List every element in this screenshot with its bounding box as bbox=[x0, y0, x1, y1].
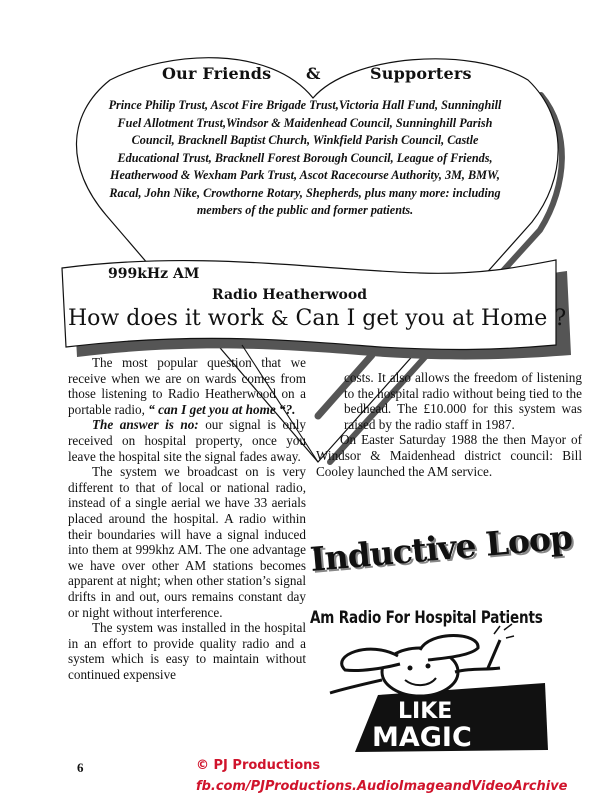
badge-magic-text: MAGIC bbox=[372, 722, 472, 753]
banner-headline bbox=[68, 306, 568, 331]
advert-title: Inductive Loop bbox=[308, 517, 574, 579]
headline-part2: Can I get you at Home ? bbox=[295, 306, 567, 331]
left-p1-text: The most popular question that we receive when we are on wards comes from those listening to Radio Heatherwood on a portable radio, bbox=[68, 355, 306, 417]
supporters-list: Prince Philip Trust, Ascot Fire Brigade Trust,Victoria Hall Fund, Sunninghill Fuel Allotment Trust,Windsor & Maidenhead Council, Sunninghill Parish Council, Bracknell Baptist Church, Winkfield Parish Council, Castle Educational Trust, Bracknell Forest Borough Council, League of Friends, Heatherwood & Wexham Park Trust, Ascot Racecourse Authority, 3M, BMW, Racal, John Nike, Crowthorne Rotary, Shepherds, plus many more: including members of the public and former patients. bbox=[108, 98, 502, 217]
page-number: 6 bbox=[77, 760, 84, 775]
headline-part1: How does it work bbox=[68, 306, 264, 331]
left-paragraph-2 bbox=[68, 417, 306, 464]
advert-subtitle: Am Radio For Hospital Patients bbox=[310, 608, 543, 627]
left-paragraph-1 bbox=[68, 355, 306, 417]
article-right-column bbox=[316, 370, 582, 479]
left-p1-quote: “ can I get you at home “?. bbox=[148, 401, 296, 417]
left-paragraph-4: The system was installed in the hospital in an effort to provide quality radio and a system which is easy to maintain without continued expensive bbox=[68, 620, 306, 682]
left-p2-text: our signal is only received on hospital property, once you leave the hospital site the signal fades away. bbox=[68, 417, 306, 464]
article-left-column bbox=[68, 355, 306, 682]
banner-frequency: 999kHz AM bbox=[108, 266, 200, 282]
headline-amp: & bbox=[270, 306, 289, 330]
heart-title-supporters: Supporters bbox=[370, 64, 472, 83]
rabbit-magician-illustration bbox=[330, 624, 548, 753]
facebook-link[interactable]: fb.com/PJProductions.AudioImageandVideoArchive bbox=[196, 778, 568, 794]
answer-lead: The answer is no: bbox=[92, 417, 199, 433]
left-paragraph-3: The system we broadcast on is very different to that of local or national radio, instead of a single aerial we have 33 aerials placed around the hospital. A radio within their boundaries will have a signal induced into them at 999khz AM. The one advantage we have over other AM stations becomes apparent at night; when other station’s signal drifts in and out, ours remains constant day or night without interference. bbox=[68, 464, 306, 620]
heart-title-friends: Our Friends bbox=[162, 64, 272, 83]
heart-title-amp: & bbox=[306, 64, 321, 83]
banner-station-name: Radio Heatherwood bbox=[212, 287, 367, 303]
copyright-credit: © PJ Productions bbox=[196, 758, 321, 773]
right-paragraph-1: costs. It also allows the freedom of listening to the hospital radio without being tied to the bedhead. The £10.000 for this system was raised by the radio staff in 1987. bbox=[344, 370, 582, 432]
right-paragraph-2: On Easter Saturday 1988 the then Mayor of Windsor & Maidenhead district council: Bill Cooley launched the AM service. bbox=[316, 432, 582, 479]
badge-like-text: LIKE bbox=[398, 699, 453, 724]
